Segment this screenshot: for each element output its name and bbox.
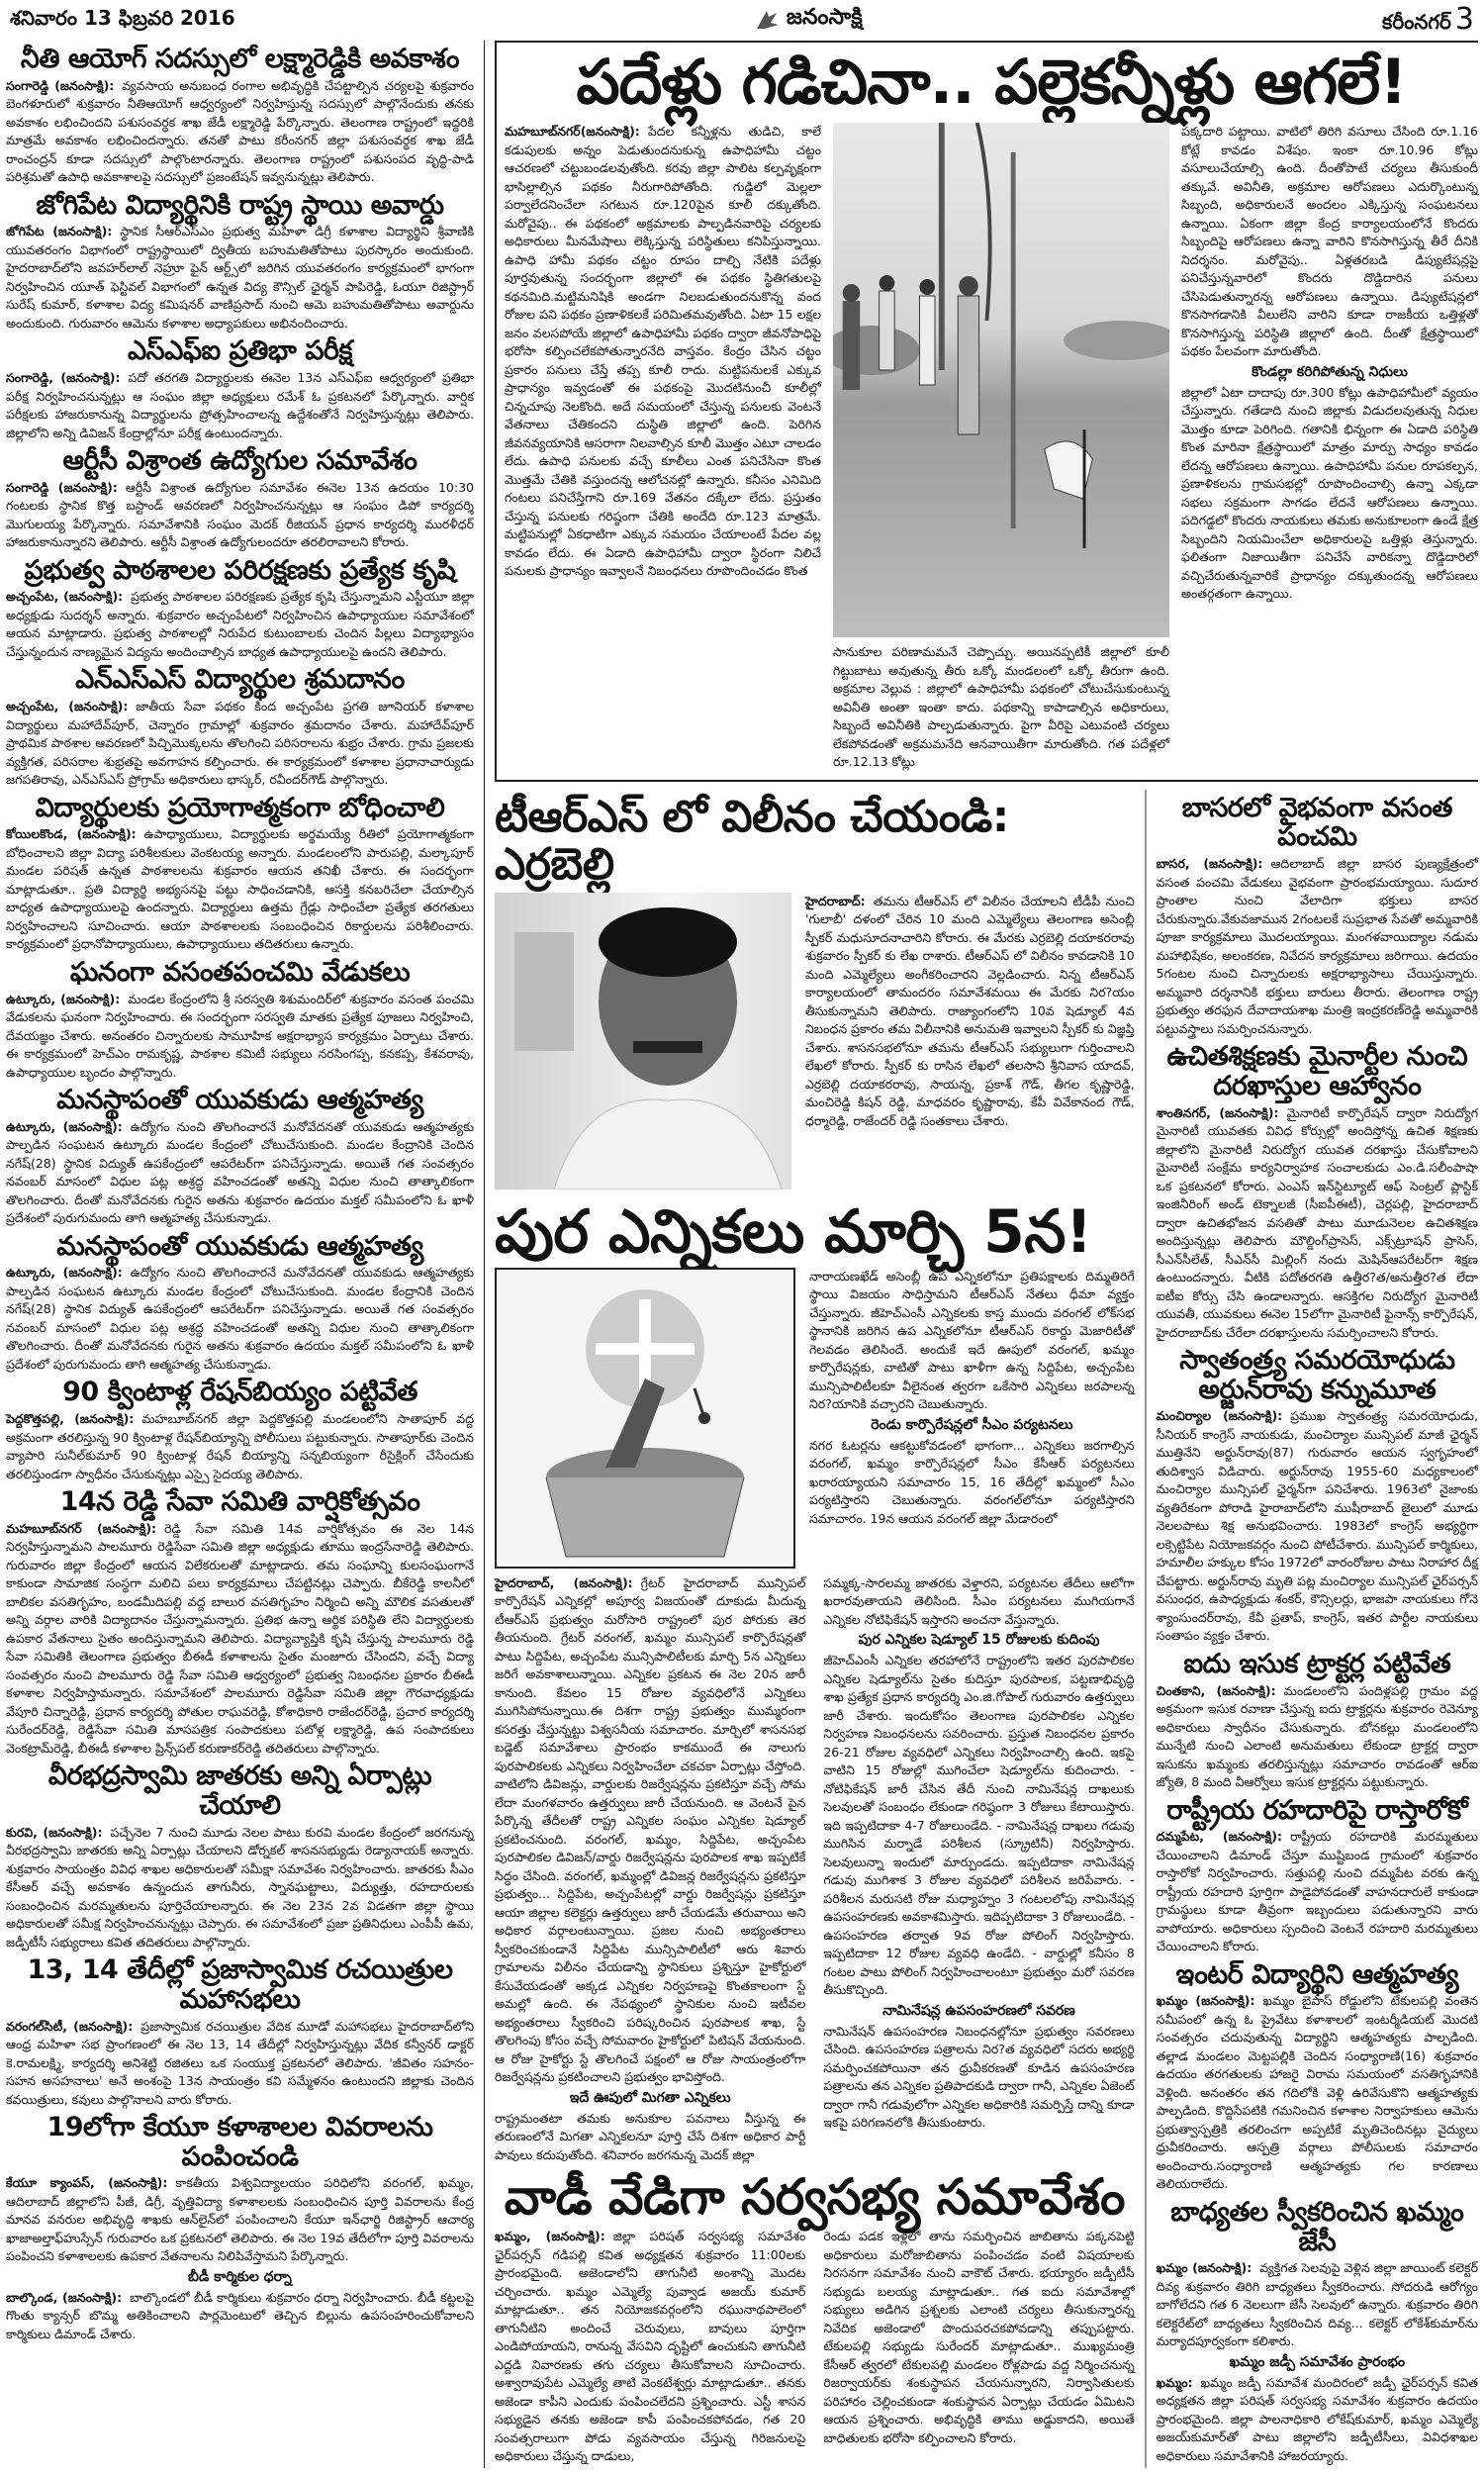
article-headline: ఆర్టీసీ విశ్రాంత ఉద్యోగుల సమావేశం [62, 445, 417, 477]
election-side-text: నారాయణఖేడ్ అసెంబ్లీ ఉప ఎన్నికలోనూ ప్రతిపక్షాలకు దిమ్మతిరిగే స్థాయి విజయం సాధిస్తామని టీఆర్ఎస్ నేతలు ధీమా వ్యక్తం చేస్తున్నారు. జీహెచ్ఎంసీ ఎన్నికలకు కాస్త ముందు వరంగల్ లోక్‌సభ స్థానానికి జరిగిన ఉప ఎన్నికలోనూ టీఆర్ఎస్ రికార్డు మెజారిటీతో గెలవడం తెలిసిందే. అందుకే ఇదే ఊపులో వరంగల్, ఖమ్మం కార్పొరేషన్లకు, వాటితో పాటు ఖాళీగా ఉన్న సిద్దిపేట, అచ్చంపేట మున్సిపాలిటీలకూ వీలైనంత త్వరగా ఒకేసారి ఎన్నికలు జరపాలన్న నిర?యానికి వచ్చారని చెబుతున్నారు. [809, 1268, 1135, 1412]
middle-column [495, 790, 1147, 2468]
dateline: బాసర, (జనంసాక్షి): [1156, 856, 1263, 872]
election-subhead-remaining: ఇదే ఊపులో మిగతా ఎన్నికలు [569, 2089, 731, 2106]
election-subhead-cm-tours: రెండు కార్పొరేషన్లలో సీఎం పర్యటనలు [871, 1416, 1073, 1433]
election-col-b-more2: నామినేషన్ ఉపసంహరణ నిబంధనల్లోనూ ప్రభుత్వం సవరణలు చేసింది. ఉపసంహరణ పత్రాలను నిర?త వ్యవధిలో సదరు అభ్యర్థి సమర్పించకపోయినా తన ధ్రువీకరణతో కూడిన ఉపసంహరణ పత్రాలను తన ఎన్నికల ప్రతిపాదకుడి ద్వారా గానీ, ఎన్నికల ఏజెంట్ ద్వారా గానీ గడువులోగా ఎన్నికల అధికారికి సమర్పిస్తే దాన్ని కూడా ఇకపై పరిగణనలోకి తీసుకుంటారు. [823, 2023, 1135, 2131]
news-article [6, 2269, 474, 2344]
article-body [6, 588, 474, 661]
dateline: చింతకాని, (జనంసాక్షి): [1156, 1682, 1276, 1698]
page-number: 3 [1454, 1, 1474, 37]
dateline: మంచిర్యాల (జనంసాక్షి): [1156, 1408, 1283, 1424]
right-news-column [1147, 790, 1478, 2468]
news-article [6, 1761, 474, 1951]
article-body [6, 991, 474, 1083]
meeting-col-a [495, 2228, 805, 2466]
dateline: సంగారెడ్డి (జనంసాక్షి): [6, 479, 118, 495]
article-body [1157, 1828, 1478, 1956]
main-news-area [485, 41, 1478, 2468]
news-article [6, 1086, 474, 1228]
article-body-text: పదో తరగతి విద్యార్థులకు ఈనెల 13న ఎస్ఎఫ్ఐ ఆధ్వర్యంలో ప్రతిభా పరీక్ష నిర్వహించనున్నట్లు ఆ సంఘం జిల్లా అధ్యక్షులు రమేశ్ ఓ ప్రకటనలో పేర్కొన్నారు. వార్షిక పరీక్షలకు హాజరుకానున్న విద్యార్థులను ప్రోత్సహించాలన్న ఉద్దేశంతోనే నిర్వహిస్తున్నట్లు తెలిపారు. జిల్లాలోని అన్ని డివిజన్ కేంద్రాల్లోనూ పరీక్ష ఉంటుందన్నారు. [6, 370, 475, 440]
news-article [6, 1232, 474, 1375]
article-body-text: వ్యవసాయ అనుబంధ రంగాల అభివృద్ధికి చేపట్టాల్సిన చర్యలపై శుక్రవారం బెంగళూరులో శుక్రవారం నీతిఆయోగ్ ఆధ్వర్యంలో నిర్వహిస్తున్న సదస్సులో పాల్గొనేందుకు తనకు అవకాశం లభించిందని పశుసంవర్ధక శాఖ జేడీ లక్ష్మారెడ్డి పేర్కొన్నారు. తెలంగాణ రాష్ట్రంలో ఇద్దరికి మాత్రమే అవకాశం లభించిందన్నారు. తనతో పాటు కరీంనగర్ జిల్లా పశుసంవర్ధక శాఖ జేడీ రాంచంద్రన్ కూడా సదస్సులో పాల్గొంటారన్నారు. తెలంగాణ రాష్ట్రంలో పశుసంపద వృద్ధి-పాడి పరిశ్రమతో ఉపాధి అవకాశాలపై సదస్సులో ప్రజంటేషన్ ఇవ్వనున్నట్లు తెలిపారు. [6, 77, 474, 185]
article-body-text: మైనారిటీ కార్పొరేషన్ ద్వారా నిరుద్యోగ మైనారిటీ యువతకు వివిధ కోర్సుల్లో అందిస్తోన్న ఉచిత శిక్షణకు జిల్లాలోని మైనారిటీ నిరుద్యోగ యువత దరఖాస్తు చేసుకోవాలని మైనారిటీ సంక్షేమ కార్యనిర్వాహక సంచాలకుడు ఎం.డి.సలీంపాషా ఒక ప్రకటనలో కోరారు. ఎంఎస్ ఇన్‌స్టిట్యూట్ ఆఫ్ సెంట్రల్ ప్లాస్టిక్ ఇంజినీరింగ్ అండ్ టెక్నాలజీ (సీఐపీఈటీ), చెర్లపల్లి, హైదరాబాద్ ద్వారా ఉచితభోజన వసతితో పాటు మూడునెలల ఉచితశిక్షణ అందిస్తున్నట్లు తెలిపారు మౌల్డింగ్‌ప్రాసెస్, ఎక్స్‌ట్రూషన్ ప్రాసెస్, సీఎన్‌సీలేత్, సీఎన్‌సీ మిల్లింగ్ నందు మెషిన్‌ఆపరేటర్‌గా శిక్షణ ఉంటుందన్నారు. వీటికి పదోతరగతి ఉత్తీర?త/అనుత్తీర?త లేదా ఐటీఐ కోర్సు చేసి ఉండాలన్నారు. ఆసక్తిగల నిరుద్యోగ మైనారిటీ యువతీ, యువకులు ఈనెల 15లోగా మైనారిటీ ఫైనాన్స్ కార్పొరేషన్, హైదరాబాద్‌కు చేరేలా దరఖాస్తులను సమర్పించాలని కోరారు. [1156, 1104, 1478, 1340]
lead-body-text: పేదల కన్నీళ్లను తుడిచి, కాలే కడుపులకు అన్నం పెడుతుందనుకున్న ఉపాధిహామీ చట్టం ఆచరణలో చట్టుబండలవుతోంది. కరవు జిల్లా పాలిట కల్పవృక్షంగా భాసిల్లాల్సిన పథకం నీరుగారిపోతోంది. గుడ్డిలో మెల్లలా పర్వాలేదనించేలా సగటున రూ.120పైన కూలీ దక్కుతోంది. మరోవైపు.. ఈ పథకంలో అక్రమాలకు పాల్పడినవారిపై చర్యలకు అధికారులు మీనమేషాలు లెక్కిస్తున్న పరిస్థితులు కనిపిస్తున్నాయి. ఉపాధి హామీ పథకం చట్టం రూపం దాల్చి నేటికి పదేళ్లు పూర్తవుతున్న సందర్భంగా జిల్లాలో ఈ పథకం స్థితిగతులపై కథనమిది.మట్టిమనిషికి అండగా నిలబడుతుందనుకొన్న వంద రోజుల పని పథకం ప్రణాళికలకే పరిమితమవుతోంది. ఏటా 15 లక్షల జనం వలసపోయే జిల్లాలో ఉపాధిహామీ పథకం ద్వారా జీవనోపాధిపై భరోసా కల్పించలేకపోతున్నారనేది వాస్తవం. కేంద్రం చేసిన చట్టం ప్రకారం పనులు చేస్తే తప్ప కూలీ రాదు. మట్టిపనులకే ఎక్కువ ప్రాధాన్యం ఇవ్వడంతో ఈ పథకంపై మొదటినుంచీ కూలీల్లో చిన్నచూపు నెలకొంది. అదే సమయంలో చేస్తున్న పనులకు వెంటనే వేతనాలు చేతికందని దుస్థితి జిల్లాలో ఉంది. పెరిగిన జీవనవ్యయానికి ఆసరాగా నిలవాల్సిన కూలీ మొత్తం ఎటూ చాలడం లేదు. ఉపాధి పనులకు వచ్చే కూలీలు ఎంత పనిచేసినా కొంత మొత్తమే చేతికి వస్తుందన్న ఆలోచనల్లో ఉన్నారు. కనీసం ఎనిమిది గంటలు పనిచేస్తేగాని రూ.169 వేతనం దక్కేలా లేదు. ప్రస్తుతం చేస్తున్న పనులకు గరిష్ఠంగా చేతికి అందేది రూ.123 మాత్రమే. మట్టిపనుల్లో ఏకధాటిగా ఎక్కువ సమయం చేయాలంటే పేదల వల్ల కావడం లేదు. ఈ ఏడాది ఉపాధిహామీ ద్వారా స్థిరంగా నిలిచే పనులకు ప్రాధాన్యం ఇవ్వాలనే నిబంధనలు రూపొందించడం కొంత [505, 124, 821, 579]
dateline: ఉట్కూరు, (జనంసాక్షి): [6, 1265, 123, 1281]
article-headline: 14న రెడ్డి సేవా సమితి వార్షికోత్సవం [59, 1486, 420, 1518]
article-body [6, 479, 474, 552]
election-subhead-schedule: పుర ఎన్నికల షెడ్యూల్ 15 రోజులకు కుదింపు [858, 1632, 1100, 1649]
article-body-text: ఉద్యోగం నుంచి తొలగించారనే మనోవేదనతో యువకుడు ఆత్మహత్యకు పాల్పడిన సంఘటన ఉట్కూరు మండల కేంద్రంలో చోటుచేసుకుంది. మండల కేంద్రానికి చెందిన నగేష్(28) స్థానిక విద్యుత్ ఉపకేంద్రంలో ఆపరేటర్‌గా పనిచేస్తున్నాడు. అయితే గత సంవత్సరం నవంబర్ మాసంలో విధుల పట్ల అశ్రద్ధ వహించడంతో అతన్ని విధుల నుంచి తాత్కాలికంగా తొలగించారు. దీంతో మనోవేదనకు గురైన అతను శుక్రవారం ఉదయం మక్తల్ సమీపంలోని ఓ ఖాళీ ప్రదేశంలో పురుగుమందు తాగి ఆత్మహత్య చేసుకున్నాడు. [6, 1265, 474, 1372]
news-article [1157, 2354, 1478, 2466]
news-article [6, 958, 474, 1082]
news-article [1157, 1796, 1478, 1956]
meeting-col-b: రెండు పడక ఇళ్లలో తాను సమర్పించిన జాబితాను పక్కనపెట్టి అధికారులు మరోజాబితాను పంపించడం వంటి విషయాలకు నిరసనగా సమావేశం నుంచి వాకౌట్ చేశారు. భయ్యారం జడ్పీటీసీ సభ్యుడు బలయ్య మాట్లాడుతూ.. గత ఐదు సమావేశాల్లో సభ్యులు అడిగిన ప్రశ్నలకు ఎలాంటి చర్యలు తీసుకున్నారన్న నివేదిక అజెండాలో పొందుపరచకపోవడాన్ని తప్పుపట్టారు. టేకులపల్లి సభ్యుడు సురేందర్ మాట్లాడుతూ.. ముఖ్యమంత్రి కేసీఆర్ త్వరలో టేకులపల్లి మండలం రోళ్లపాడు వద్ద నిర్మించనున్న రిజర్వాయర్‌కు శంకుస్థాపన చేయనున్నారని, నిర్వాసితులకు పరిహారం చెల్లించకుండా శంకుస్థాపన ఏర్పాట్లు చేయడం ఏమిటని ఆయన ప్రశ్నించారు. అభివృద్ధికి తాము అడ్డుకాదని, అయితే బాధితులకు భరోసా కల్పించాలని కోరారు. [823, 2229, 1135, 2445]
trs-headline: టీఆర్ఎస్ లో విలీనం చేయండి: ఎర్రబెల్లి [495, 791, 1009, 891]
news-article [6, 556, 474, 662]
election-col-a-text: గ్రేటర్ హైదరాబాద్ మున్సిపల్ కార్పొరేషన్ ఎన్నికల్లో అపూర్వ విజయంతో దూకుడు మీదున్న టీఆర్ఎస్ ప్రభుత్వం మరోసారి రాష్ట్రంలో పుర పోరుకు తెర తీయనుంది. గ్రేటర్ వరంగల్, ఖమ్మం మున్సిపల్ కార్పొరేషన్లతో పాటు సిద్దిపేట, అచ్చంపేట మున్సిపాలిటీలకు మార్చి 5న ఎన్నికలు జరిగే అవకాశాలున్నాయి. ఎన్నికల ప్రకటన ఈ నెల 20న జారీ కానుంది. కేవలం 15 రోజుల వ్యవధిలోనే ఎన్నికలు ముగిసిపోనున్నాయి.ఈ దిశగా రాష్ట్ర ప్రభుత్వం ముమ్మరంగా కసరత్తు చేస్తున్నట్టు విశ్వసనీయ సమాచారం. మార్చిలో శాసనసభ బడ్జెట్ సమావేశాలు ప్రారంభం కాకముందే ఈ నాలుగు పురపాలికలకు ఎన్నికలు నిర్వహించేలా చకచకా ఏర్పాట్లు చేస్తోంది. వాటిలోని డివిజన్లు, వార్డులకు రిజర్వేషన్లను ప్రకటిస్తూ వచ్చే సోమ లేదా మంగళవారం ఉత్తర్వులు జారీ చేయనుంది. ఆ వెంటనే పైన పేర్కొన్న తేదీలతో రాష్ట్ర ఎన్నికల సంఘం ఎన్నికల షెడ్యూల్ ప్రకటించనుంది. వరంగల్, ఖమ్మం, సిద్దిపేట, అచ్చంపేట పురపాలికల డివిజన్/వార్డు రిజర్వేషన్లను పురపాలక శాఖ ఇప్పటికే సిద్ధం చేసింది. వరంగల్, ఖమ్మంల్లో డివిజన్ల రిజర్వేషన్లను ప్రకటిస్తూ ప్రభుత్వం... సిద్దిపేట, అచ్చంపేటల్లో వార్డు రిజర్వేషన్లు ప్రకటిస్తూ ఆయా జిల్లాల కలెక్టర్లు ఉత్తర్వులు జారీ చేయడమే తరువాయి అని అధికార వర్గాలంటున్నాయి. ప్రజల నుంచి అభ్యంతరాలు స్వీకరించకుండానే సిద్దిపేట మున్సిపాలిటీలో ఆరు శివారు గ్రామాలను విలీనం చేయడాన్ని స్థానికులు ప్రశ్నిస్తూ హైకోర్టులో కేసువేయడంతో అక్కడ ఎన్నికల నిర్వహణపై కొంతకాలంగా స్టే అమల్లో ఉంది. ఈ నేపథ్యంలో స్థానికుల నుంచి ఇటీవల అభ్యంతరాలు స్వీకరించి పరిష్కరించిన పురపాలక శాఖ, స్టే తొలగింపు కోసం వచ్చే సోమవారం హైకోర్టులో పిటిషన్ వేయనుంది. ఆ రోజు హైకోర్టు స్టే తొలగించే పక్షంలో ఆ రోజు సాయంత్రంలోగా రిజర్వేషన్లను ప్రకటించాలని ప్రభుత్వం భావిస్తోంది. [495, 1574, 806, 2085]
news-article [6, 665, 474, 789]
article-headline: ఐదు ఇసుక ట్రాక్టర్ల పట్టివేత [1183, 1648, 1451, 1679]
article-headline: 90 క్వింటాళ్ల రేషన్‌బియ్యం పట్టివేత [62, 1377, 417, 1408]
news-article [1157, 1960, 1478, 2194]
municipal-election-story [495, 1196, 1135, 2167]
article-headline: ఇంటర్ విద్యార్థిని ఆత్మహత్య [1175, 1958, 1459, 1990]
article-body [6, 1118, 474, 1228]
trs-body-text: తమను టీఆర్ఎస్ లో విలీనం చేయాలని టీడీపీ నుంచి 'గులాబీ' దళంలో చేరిన 10 మంది ఎమ్మెల్యేలు తెలంగాణ అసెంబ్లీ స్పీకర్ మధుసూదనాచారిని కోరారు. ఈ మేరకు ఎర్రబెల్లి దయాకరరావు శుక్రవారం స్పీకర్ కు లేఖ రాశారు. టీఆర్ఎస్ లో విలీనం కావడానికి 10 మంది ఎమ్మెల్యేలు అంగీకరించారని వెల్లడించారు. నిన్న టీఆర్ఎస్ కార్యాలయంలో తామందరం సమావేశమయి ఈ మేరకు నిర?యం తీసుకున్నామని తెలిపారు. రాజ్యాంగంలోని 10వ షెడ్యూల్ 4వ నిబంధన ప్రకారం తమ విలీనానికి అనుమతి ఇవ్వాలని స్పీకర్ కు విజ్ఞప్తి చేశారు. శాసనసభలోనూ తమను టీఆర్ఎస్ సభ్యులుగా గుర్తించాలని లేఖలో కోరారు. స్పీకర్ కు రాసిన లేఖలో తలసాని శ్రీనివాస యాదవ్, ఎర్రబెల్లి దయాకరరావు, సాయన్న, ప్రకాశ్ గౌడ్, తీగల కృష్ణారెడ్డి, మంచిరెడ్డి కిషన్ రెడ్డి, మాధవరం కృష్ణారావు, కేపీ వివేకానంద గౌడ్, ధర్మారెడ్డి, రాజేందర్ రెడ్డి సంతకాలు చేశారు. [805, 893, 1135, 1128]
article-body-text: ప్రజాస్వామిక రచయిత్రుల వేదిక మూడో మహాసభలు హైదరాబాద్‌లోని ఆంధ్ర మహిళా సభ ప్రాంగణంలో ఈ నెల 13, 14 తేదీల్లో నిర్వహిస్తున్నట్లు వేదిక కన్వీనర్ డాక్టర్ కె.రామలక్ష్మి, కార్యదర్శి అనిశెట్టి రజితలు ఒక సంయుక్త ప్రకటనలో తెలిపారు. 'జీవితం సహనం-సహన అసహనాలు' అనే అంశంపై 13న సాయంత్రం కవి సమ్మేళనం ఉంటుందని జిల్లాకు చెందిన కవయిత్రులు, కవులు పాల్గొనాలని వారు కోరారు. [6, 2018, 474, 2107]
article-body-text: బాల్కొండలో బీడీ కార్మికులు శుక్రవారం ధర్నా నిర్వహించారు. బీడీ కట్టలపై గొంతు క్యాన్సర్ బొమ్మ అతికించాలని పార్లమెంటులో తెచ్చిన బిల్లును ఉపసంహరించుకోవాలని కార్మికులు డిమాండ్ చేశారు. [6, 2289, 474, 2341]
article-body [6, 2174, 474, 2266]
article-body-text: ఉద్యోగం నుంచి తొలగించారనే మనోవేదనతో యువకుడు ఆత్మహత్యకు పాల్పడిన సంఘటన ఉట్కూరు మండల కేంద్రంలో చోటుచేసుకుంది. మండల కేంద్రానికి చెందిన నగేష్(28) స్థానిక విద్యుత్ ఉపకేంద్రంలో ఆపరేటర్‌గా పనిచేస్తున్నాడు. అయితే గత సంవత్సరం నవంబర్ మాసంలో విధుల పట్ల అశ్రద్ధ వహించడంతో అతన్ని విధుల నుంచి తాత్కాలికంగా తొలగించారు. దీంతో మనోవేదనకు గురైన అతను శుక్రవారం ఉదయం మక్తల్ సమీపంలోని ఓ ఖాళీ ప్రదేశంలో పురుగుమందు తాగి ఆత్మహత్య చేసుకున్నాడు. [6, 1118, 474, 1226]
article-body-text: ఉపాధ్యాయులు, విద్యార్థులకు అర్థమయ్యే రీతిలో ప్రయోగాత్మకంగా బోధించాలని జిల్లా విద్యా పరిశీలకులు వెంకటయ్య అన్నారు. మండలంలోని పారుపల్లి, మల్కాపూర్ మండల పరిషత్ ఉన్నత పాఠశాలలను శుక్రవారం ఆయన తనిఖీ చేశారు. ఈ సందర్భంగా మాట్లాడుతూ.. ప్రతి విద్యార్థి అభ్యసనపై పట్టు సాధించడానికి, ఆసక్తి కనబరిచేలా చేయాల్సిన బాధ్యత ఉపాధ్యాయులపై ఉందన్నారు. విద్యార్థులు ఉత్తమ గ్రేడ్లు సాధించేలా ప్రత్యేక తరగతులు నిర్వహించాలని సూచించారు. ఆయా పాఠశాలలకు సంబంధించిన రికార్డులను పరిశీలించారు. కార్యక్రమంలో ప్రధానోపాధ్యాయులు, ఉపాధ్యాయులు తదితరులు ఉన్నారు. [6, 826, 474, 952]
news-article [6, 2113, 474, 2266]
left-news-column [6, 41, 485, 2468]
article-body-text: కాకతీయ విశ్వవిద్యాలయం పరిధిలోని వరంగల్, ఖమ్మం, ఆదిలాబాద్ జిల్లాలోని పీజీ, డిగ్రీ, వృత్తివిద్యా కళాశాలలకు సంబంధించిన పూర్తి వివరాలను కేంద్ర మానవ వనరుల అభివృద్ధి శాఖకు ఆన్‌లైన్‌లో పంపించాలని కేయూ ఇన్‌ఛార్జి రిజిస్ట్రార్ ఆచార్య ఖాజాఅల్తాఫ్‌హుస్సేన్ గురువారం ఒక ప్రకటనలో తెలిపారు. ఈ నెల 19వ తేదీలోగా పూర్తి వివరాలను పంపించని కళాశాలలకు ఉపకార వేతనాలను నిలిపివేస్తామని పేర్కొన్నారు. [6, 2175, 474, 2264]
dateline: కేయూ క్యాంపస్, (జనంసాక్షి): [6, 2175, 168, 2191]
lead-photo-workers [833, 123, 1169, 637]
dateline: దమ్మపేట, (జనంసాక్షి): [1156, 1829, 1282, 1845]
article-body [1157, 2374, 1478, 2466]
news-article [1157, 2198, 1478, 2351]
article-headline: మనస్థాపంతో యువకుడు ఆత్మహత్య [56, 1230, 423, 1262]
article-body-text: ఖమ్మం బైపాస్ రోడ్డులోని టేకులపల్లి వంతెన సమీపంలో ఉన్న ఓ ప్రైవేటు కళాశాలలో ఇంటర్మీడియట్ మొదటి సంవత్సరం చదువుతున్న విద్యార్థిని ఆత్మహత్యకు పాల్పడింది. తల్లాడ మండలం మెట్టపల్లికి చెందిన సంధ్యారాణి(16) శుక్రవారం ఉదయం తరగతులకు హాజరై విరామ సమయంలో వసతిగృహానికి వెళ్లింది. అనంతరం తన గదిలోకి వెళ్లి ఉరివేసుకొని ఆత్మహత్యకు పాల్పడింది. కొద్దిసేపటికి గమనించిన కళాశాల నిర్వాహకులు ఆమెను ప్రభుత్వాస్పత్రికి తరలించగా అప్పటికే మృతిచెందినట్లు వైద్యులు ధ్రువీకరించారు. ఆస్పత్రి వర్గాలు పోలీసులకు సమాచారం అందించారు.సంధ్యారాణి ఆత్మహత్యకు గల కారణాలు తెలియరాలేదు. [1156, 1993, 1478, 2192]
article-body [6, 2289, 474, 2344]
ballot-drum-illustration [497, 1270, 793, 1567]
article-body [6, 1410, 474, 1483]
page-label [1382, 2, 1474, 39]
dateline: మహబూబ్‌నగర్ (జనంసాక్షి): [6, 1520, 157, 1536]
article-subhead: ఖమ్మం జడ్పీ సమావేశం ప్రారంభం [1229, 2353, 1406, 2370]
lead-subhead: కొండల్లా కరిగిపోతున్న నిధులు [1252, 363, 1408, 380]
dateline: సంగారెడ్డి (జనంసాక్షి): [6, 77, 115, 93]
article-headline: వీరభద్రస్వామి జాతరకు అన్ని ఏర్పాట్లు చేయాలి [47, 1760, 432, 1821]
meeting-col-a-text: జిల్లా పరిషత్ సర్వసభ్య సమావేశం ఛైర్‌పర్సన్ గడిపల్లి కవిత అధ్యక్షతన శుక్రవారం 11:00లకు ప్రారంభమైంది. అజెండాలోని తాగునీటి అంశాన్ని మొదట చర్చించారు. ఖమ్మం ఎమ్మెల్యే పువ్వాడ అజయ్ కుమార్ మాట్లాడుతూ.. తన నియోజకవర్గంలోని రఘునాథపాలెంలో తాగునీటిని అందించే చెరువులు, బావులు పూర్తిగా ఎండిపోయాయని, రానున్న వేసవిని దృష్టిలో ఉంచుకుని తాగునీటి ఎద్దడి నివారణకు తగు చర్యలు తీసుకోవాలని సూచించారు. అశ్వారావుపేట ఎమ్మెల్యే తాటి వెంకటేశ్వర్లు మాట్లాడుతూ.. తనకు అజెండా కాపీని ఎందుకు పంపించలేదని ప్రశ్నించారు. ఎస్టీ శాసన సభ్యుడైన తనకు అజెండా కాపీ పంపించకపోవడం, గత 20 సంవత్సరాలుగా పోడు వ్యవసాయం చేస్తున్న గిరిజనులపై అధికారులు చేస్తున్న దాడులు, [495, 2229, 806, 2464]
news-article [6, 446, 474, 552]
dateline: పెద్దకొత్తపల్లి, (జనంసాక్షి): [6, 1411, 135, 1427]
article-body-text: ప్రభుత్వ పాఠశాలల పరిరక్షణకు ప్రత్యేక కృషి చేస్తున్నామని ఎస్టీయూ జిల్లా అధ్యక్షుడు సుదర్శన్ అన్నారు. శుక్రవారం అచ్చంపేటలో నిర్వహించిన ఉపాధ్యాయుల సమావేశంలో ఆయన మాట్లాడారు. ప్రభుత్వ పాఠశాలల్లో నిరుపేద కుటుంబాలకు చెందిన పిల్లలు విద్యాభ్యాసం చేస్తున్నందున నాణ్యమైన విద్యను అందించాల్సిన బాధ్యత ఉపాధ్యాయులపై ఉందని తెలిపారు. [6, 589, 474, 659]
news-article [6, 794, 474, 954]
dateline: హైదరాబాద్: [805, 893, 866, 908]
article-headline: 13, 14 తేదీల్లో ప్రజాస్వామిక రచయిత్రుల మహాసభలు [27, 1954, 453, 2015]
news-article [6, 191, 474, 333]
article-headline: విద్యార్థులకు ప్రయోగాత్మకంగా బోధించాలి [35, 792, 445, 823]
article-body-text: రాష్ట్రీయ రహదారికి మరమ్మతులు చేయించాలని డిమాండ్ చేస్తూ ముష్టిబండ గ్రామంలో శుక్రవారం రాస్తారోకో నిర్వహించారు. సత్తుపల్లి నుంచి దమ్మపేట వరకు ఉన్న రాష్ట్రీయ రహదారి పూర్తిగా పాడైపోవడంతో వాహనదారులే కాకుండా గ్రామస్థులు కూడా తీవ్రంగా ఇబ్బందులు పడుతున్నారని వారు వాపోయారు. అధికారులు స్పందించి వెంటనే రహదారి మరమ్మతులు చేయించాలని కోరారు. [1156, 1829, 1478, 1954]
portrait-illustration [495, 893, 791, 1189]
article-body [6, 77, 474, 187]
general-body-meeting-story [495, 2170, 1135, 2468]
article-body [6, 825, 474, 954]
article-headline: ఉచితశిక్షణకు మైనార్టీల నుంచి దరఖాస్తుల ఆహ్వానం [1166, 1041, 1468, 1101]
dateline: ఖమ్మం, (జనంసాక్షి): [495, 2229, 605, 2244]
dateline: ఖమ్మం (జనంసాక్షి): [1156, 1993, 1255, 2009]
news-article [6, 45, 474, 187]
dateline: హైదరాబాద్, (జనంసాక్షి): [495, 1574, 633, 1590]
dateline: వరంగల్‌సిటీ, (జనంసాక్షి): [6, 2018, 134, 2034]
lead-body-col1 [505, 123, 821, 772]
dateline: బాల్కొండ, (జనంసాక్షి): [6, 2289, 123, 2305]
dateline: కోయిలకొండ, (జనంసాక్షి): [6, 826, 137, 842]
article-headline: రాష్ట్రీయ రహదారిపై రాస్తారోకో [1166, 1794, 1468, 1826]
article-body [1157, 2259, 1478, 2351]
election-headline: పుర ఎన్నికలు మార్చి 5న! [495, 1196, 1092, 1267]
article-headline: ఎన్ఎస్ఎస్ విద్యార్థుల శ్రమదానం [75, 664, 405, 696]
article-body-text: మహబూబ్‌నగర్ జిల్లా పెద్దకొత్తపల్లి మండలంలోని సాతాపూర్ వద్ద అక్రమంగా తరలిస్తున్న 90 క్వింటాళ్ల రేషన్‌బియ్యాన్ని పోలీసులు పట్టుకున్నారు. సాతాపూర్‌కు చెందిన వ్యాపారి సునీల్‌కుమార్ 90 క్వింటాళ్ల రేషన్ బియ్యాన్ని సన్నబియ్యంగా రీసైక్లింగ్ చేసేందుకు తరలిస్తుండగా స్వాధీనం చేసుకున్నట్లు ఎస్సై సైదయ్య తెలిపారు. [6, 1411, 474, 1481]
article-headline: నీతి ఆయోగ్ సదస్సులో లక్ష్మారెడ్డికి అవకాశం [20, 44, 460, 74]
dateline: జోగిపేట (జనంసాక్షి): [6, 224, 113, 239]
article-subhead: బీడీ కార్మికుల ధర్నా [188, 2268, 292, 2285]
news-article [6, 336, 474, 442]
lead-body-col2: సానుకూల పరిణామమనే చెప్పొచ్చు. అయినప్పటికీ జిల్లాలో కూలీ గిట్టుబాటు అవుతున్న తీరు ఒక్కో మండలంలో ఒక్కో తీరుగా ఉంది. అక్రమాల వెల్లువ : జిల్లాలో ఉపాధిహామీ పథకంలో చోటుచేసుకుంటున్న అవినీతి అంతా ఇంతా కాదు. పథకాన్ని కాపాడాల్సిన అధికారులు, సిబ్బందే అవినీతికి పాల్పడుతున్నారు. పైగా వీరిపై ఎటువంటి చర్యలు లేకపోవడంతో అక్రమమనేది ఆనవాయితీగా మారుతోంది. గత పదేళ్లలో రూ.12.13 కోట్లు [833, 644, 1169, 770]
article-body-text: ఆదిలాబాద్ జిల్లా బాసర పుణ్యక్షేత్రంలో వసంత పంచమి వేడుకలు వైభవంగా ప్రారంభమయ్యాయి. సుదూర ప్రాంతాల నుంచి వేలాదిగా భక్తులు బాసర చేరుకున్నారు.వేకువజామున 2గంటలకే సుప్రభాత సేవతో అమ్మవారికి పూజా కార్యక్రమాలు మొదలయ్యాయి. మంగళవాయిద్యాల నడుమ మహాభిషేకం, అలంకరణ, నివేదన కార్యక్రమాలు జరిగాయి. ఉదయం 5గంటల నుంచి చిన్నారులకు అక్షరాభ్యాసాలు చేయిస్తున్నారు. అమ్మవారి దర్శనానికి భక్తులు బారులు తీరారు. తెలంగాణ రాష్ట్ర ప్రభుత్వం తరఫున దేవాదాయశాఖ మంత్రి ఇంద్రకరణ్‌రెడ్డి అమ్మవారికి పట్టువస్త్రాలు సమర్పించనున్నారు. [1156, 856, 1478, 1036]
article-body [6, 223, 474, 333]
election-subhead-withdrawal: నామినేషన్ల ఉపసంహరణలో సవరణ [882, 2002, 1075, 2019]
trs-body [805, 893, 1135, 1188]
article-body-text: జాతీయ సేవా పథకం కింద అచ్చంపేట ప్రగతి జూనియర్ కళాశాల విద్యార్థులు మహాదేవ్‌పూర్, చెన్నారం గ్రామాల్లో శుక్రవారం శ్రమదానం చేశారు. మహాదేవ్‌పూర్ ప్రాథమిక పాఠశాల ఆవరణలో పిచ్చిమొక్కలను తొలగించి పరిసరాలను శుభ్రం చేశారు. గ్రామ ప్రజలకు వ్యక్తిగత, పరిసరాల శుభ్రతపై అవగాహన కల్పించారు. ఈ కార్యక్రమంలో కళాశాల ప్రధానాచార్యుడు జగపతిరావు, ఎన్ఎస్ఎస్ ప్రోగ్రామ్ అధికారులు భాస్కర్, రవీందర్‌గౌడ్ పాల్గొన్నారు. [6, 699, 474, 788]
article-body [1157, 1104, 1478, 1343]
errabelli-portrait-photo [495, 893, 791, 1189]
election-col-a [495, 1574, 805, 2087]
article-body-text: వ్యక్తిగత సెలవుపై వెళ్లిన జిల్లా జాయింట్ కలెక్టర్ దివ్య శుక్రవారం తిరిగి బాధ్యతలు స్వీకరించారు. సోదరుడి ఆరోగ్యం బాగోలేదని గత 6 నెలలుగా జేసీ సెలవులో ఉన్నారు. శుక్రవారం తిరిగి కలెక్టరేట్‌లో బాధ్యతలు స్వీకరించిన దివ్య... కలెక్టర్ లోకేశ్‌కుమార్‌ను మర్యాదపూర్వకంగా కలిశారు. [1156, 2260, 1478, 2349]
election-col-b: సమ్మక్క-సారలమ్మ జాతరకు వెళ్తారని, పర్యటనల తేదీలు ఆలోగా ఖరారవుతాయని తెలిసింది. సీఎం పర్యటనలు ముగియగానే ఎన్నికల నోటిఫికేషన్ ఇస్తారని అంచనా వేస్తున్నారు. [823, 1574, 1135, 1627]
logo-text: జనంసాక్షి [786, 5, 863, 30]
news-article [1157, 794, 1478, 1038]
lead-body-col3-more: జిల్లాలో ఏటా దాదాపు రూ.300 కోట్లు ఉపాధిహామీలో వ్యయం చేస్తున్నారు. గతేడాది నుంచి జిల్లాకు విడుదలవుతున్న నిధుల మొత్తం కూడా పెరిగింది. గతానికి భిన్నంగా ఈ ఏడాది పరిస్థితి కొంత మారినా క్షేత్రస్థాయిలో మాత్రం మార్పు సాధ్యం కావడం లేదన్న ఆరోపణలు ఉన్నాయి. ఉపాధిహామీ పనుల రూపకల్పన, ప్రణాళికలను గ్రామసభల్లో రూపొందించాల్సి ఉన్నా ఎక్కడా సభలు సక్రమంగా సాగడం లేదనే ఆరోపణలు ఉన్నాయి. పదిగడ్డలో కొందరు నాయకులు తమకు అనుకూలంగా ఉండే క్షేత్ర సిబ్బందిని నియమించేలా అధికారులపై ఒత్తిళ్లు తెస్తున్నారు. ఫలితంగా నిజాయితీగా పనిచేసే వారికన్నా దొడ్డిదారిలో వచ్చిచేరుతున్నవారికే ప్రాధాన్యం దక్కుతుందన్న ఆరోపణలు అంతర్గతంగా ఉన్నాయి. [1181, 384, 1478, 602]
issue-date: శనివారం 13 ఫిబ్రవరి 2016 [10, 5, 235, 30]
edition-name: కరీంనగర్ [1381, 9, 1451, 34]
article-body [1157, 855, 1478, 1038]
article-body [6, 369, 474, 442]
article-headline: ఎస్ఎఫ్ఐ ప్రతిభా పరీక్ష [127, 335, 353, 367]
dateline: సంగారెడ్డి, (జనంసాక్షి): [6, 370, 121, 386]
dateline: అచ్చంపేట, (జనంసాక్షి): [6, 699, 129, 714]
election-symbol-image [495, 1268, 795, 1569]
article-body-text: పచ్చేనెల 7 నుంచి మూడు నెలల పాటు కురవి మండల కేంద్రంలో జరగనున్న వీరభద్రస్వామి జాతరకు అన్ని ఏర్పాట్లు చేయాలని డోర్నకల్ శాసనసభ్యుడు రెడ్యానాయక్ అన్నారు. శుక్రవారం సాయంత్రం వివిధ శాఖల అధికారులతో సమీక్షా సమావేశం నిర్వహించారు. జాతరకు సీఎం కేసీఆర్ వచ్చే అవకాశం ఉన్నందున తాగునీరు, స్నానఘట్టాలు, విద్యుత్తు, రహదారులకు సంబంధించిన మరమ్మతులను పూర్తిచేయాలన్నారు. ఈ నెల 23న 2వ విడతగా జిల్లా స్థాయి అధికారులతో సమీక్ష నిర్వహించనున్నట్లు చెప్పారు. ఈ సమావేశంలో ప్రజా ప్రతినిధులు ఎంపీపీ ఉమ, జడ్పీటీసీ సభ్యురాలు కవిత తదితరులు పాల్గొన్నారు. [6, 1824, 474, 1950]
article-headline: 19లోగా కేయూ కళాశాలల వివరాలను పంపించండి [46, 2112, 433, 2172]
article-body-text: ఖమ్మం జడ్పీ సమావేశ మందిరంలో జడ్పీ ఛైర్‌పర్సన్ కవిత అధ్యక్షతన జిల్లా పరిషత్ సర్వసభ్య సమావేశం శుక్రవారం ఉదయం ప్రారంభమైంది. జిల్లా పాలనాధికారి లోకేష్‌కుమార్, ఖమ్మం ఎమ్మెల్యే అజయ్‌కుమార్‌తో పాటు జిల్లాలోని జడ్పీటీసీలు, వివిధశాఖల అధికారులు సమావేశానికి హాజరయ్యారు. [1156, 2374, 1478, 2463]
news-article [6, 1487, 474, 1758]
dateline: మహబూబ్‌నగర్(జనంసాక్షి): [505, 124, 640, 140]
article-body [6, 1824, 474, 1952]
article-body [1157, 1682, 1478, 1792]
article-headline: స్వాతంత్ర్య సమరయోధుడు అర్జున్‌రావు కన్నుమూత [1179, 1345, 1455, 1405]
dateline: ఉట్కూరు, (జనంసాక్షి): [6, 1118, 123, 1134]
lead-body-col3: పక్కదారి పట్టాయి. వాటిలో తిరిగి వసూలు చేసింది రూ.1.16 కోట్లే కావడం విశేషం. ఇంకా రూ.10.96 కోట్లు వసూలుచేయాల్సి ఉంది. దీంతోపాటే చర్యలు తీసుకుందీ తక్కువే. అవినీతి, అక్రమాల ఆరోపణలు ఎదుర్కొంటున్న సిబ్బంది, అధికారులనే అందలం ఎక్కిస్తున్న సంఘటనలు ఉన్నాయి. ఏకంగా జిల్లా కేంద్ర కార్యాలయంలోనే కొందరు సిబ్బందిపై ఆరోపణలు ఉన్నా వారిని కొనసాగిస్తున్న తీరే దీనికి నిదర్శనం. మరోవైపు.. ఏళ్లతరబడి డిప్యుటేషన్లపై పనిచేస్తున్నవారిలో కొందరు దొడ్డిదారిన పనులు చేసిపెడుతున్నారన్న ఆరోపణలు ఉన్నాయి. డిప్యుటేషన్లలో కొనసాగడానికి వీలులేని వారిని కూడా రాజకీయ ఒత్తిళ్లతో కొనసాగిస్తున్న పరిస్థితి జిల్లాలో ఉంది. దీంతో క్షేత్రస్థాయిలో పథకం పేలవంగా మారుతోంది. [1181, 124, 1478, 359]
election-col-a-more: రాష్ట్రమంతటా తమకు అనుకూల పవనాలు వీస్తున్న ఈ తరుణంలోనే మిగతా ఎన్నికలనూ పూర్తి చేసే దిశగా అధికార పార్టీ పావులు కదుపుతోంది. శనివారం జరగనున్న మెదక్ జిల్లా [495, 2110, 806, 2162]
article-headline: మనస్థాపంతో యువకుడు ఆత్మహత్య [56, 1085, 423, 1115]
news-article [6, 1955, 474, 2109]
news-article [1157, 1042, 1478, 1342]
article-headline: ప్రభుత్వ పాఠశాలల పరిరక్షణకు ప్రత్యేక కృషి [24, 554, 456, 586]
news-article [6, 1378, 474, 1483]
news-article [1157, 1650, 1478, 1792]
dateline: ఉట్కూరు, (జనంసాక్షి): [6, 991, 121, 1006]
newspaper-logo [755, 5, 863, 35]
article-body [6, 1520, 474, 1759]
article-body-text: స్థానిక సీఆర్ఎస్ఎం ప్రభుత్వ మహిళా డిగ్రీ కళాశాల విద్యార్థిని శ్రీవాణికి యువతరంగం విభాగంలో రాష్ట్రస్థాయిలో ద్వితీయ బహుమతితోపాటు పురస్కారం అందుకుంది. హైదరాబాద్‌లోని జవహర్‌లాల్ నెహ్రూ ఫైన్ ఆర్ట్స్‌లో జరిగిన యువతరంగం కార్యక్రమంలో భాగంగా నిర్వహించిన యూత్ ఫెస్టివల్ విభాగంలో ఉన్నత విద్య కౌన్సిల్ ఛైర్మన్ పాపిరెడ్డి, ఓయూ రిజిస్ట్రార్ సురేష్ కుమార్, కళాశాల విద్య కమిషనర్ వాణిప్రసాద్ నుంచి ఆమె బహుమతితోపాటు అవార్డును అందుకుంది. గురువారం ఆమెను కళాశాల అధ్యాపకులు అభినందించారు. [6, 224, 474, 331]
dateline: ఖమ్మం: [1156, 2374, 1193, 2390]
article-body [6, 698, 474, 790]
dateline: అచ్చంపేట, (జనంసాక్షి): [6, 589, 124, 605]
article-headline: జోగిపేట విద్యార్థినికి రాష్ట్ర స్థాయి అవార్డు [36, 189, 444, 221]
article-body-text: మండలంలోని పందిళ్లపల్లి గ్రామం వద్ద అక్రమంగా ఇసుక రవాణా చేస్తున్న ఐదు ట్రాక్టర్లను శుక్రవారం రెవెన్యూ అధికారులు స్వాధీనం చేసుకున్నారు. బోనకల్లు మండలంలోని మున్నేటి నుంచి ఎలాంటి అనుమతులు లేకుండా ట్రాక్టర్ల ద్వారా ఇసుకను ఖమ్మంకు తరలిస్తున్నట్లు సమాచారం రావడంతో ఆర్ఐ జ్యోతి, 8 మంది వీఆర్వోలు ఇసుక ట్రాక్టర్లను పట్టుకున్నారు. [1156, 1682, 1478, 1790]
trs-merger-story [495, 791, 1135, 1189]
article-headline: ఘనంగా వసంతపంచమి వేడుకలు [69, 956, 411, 988]
article-body [6, 2018, 474, 2110]
lead-headline: పదేళ్లు గడిచినా.. పల్లెకన్నీళ్లు ఆగలే! [576, 46, 1407, 118]
lead-story [495, 41, 1478, 782]
election-col-b-more: జీహెచ్ఎంసీ ఎన్నికల తరహాలోనే రాష్ట్రంలోని ఇతర పురపాలికల ఎన్నికల షెడ్యూల్‌ను సైతం కుదిస్తూ పురపాలక, పట్టణాభివృద్ధి శాఖ ప్రత్యేక ప్రధాన కార్యదర్శి ఎం.జి.గోపాల్ గురువారం ఉత్తర్వులు జారీ చేశారు. ఇందుకోసం తెలంగాణ పురపాలికల ఎన్నికల నిర్వహణ నిబంధనలను సవరించారు. ప్రస్తుత నిబంధనల ప్రకారం 26-21 రోజుల వ్యవధిలో ఎన్నికలు నిర్వహించాల్సి ఉంది. ఇకపై వాటిని 15 రోజుల్లో ముగించేలా షెడ్యూల్‌ను కుదించారు. - నోటిఫికేషన్ జారీ చేసిన తేదీ నుంచి నామినేషన్ల దాఖలుకు సెలవులతో సంబంధం లేకుండా గరిష్ఠంగా 3 రోజులు కేటాయిస్తారు. ఇది ఇప్పటిదాకా 4-7 రోజులుండేది. - నామినేషన్ల దాఖలు గడువు ముగిసిన మర్నాడే పరిశీలన (స్క్రూటినీ) నిర్వహిస్తారు. సెలవులున్నా ఇందులో మార్పుండదు. ఇప్పటిదాకా నామినేషన్ల గడువు ముగిశాక 3 రోజుల వ్యవధిలో పరిశీలన జరిపేవారు. - పరిశీలన మరుసటి రోజు మధ్యాహ్నం 3 గంటలలోపు నామినేషన్ల ఉపసంహరణకు అవకాశమిస్తారు. ఇదిప్పటిదాకా 3 రోజులుండేది. - ఉపసంహరణ తర్వాత 9వ రోజు పోలింగ్ నిర్వహిస్తారు. ఇప్పటిదాకా 12 రోజుల వ్యవధి ఉండేది. - వార్డుల్లో కనీసం 8 గంటల పాటు పోలింగ్ నిర్వహించాలంటూ ప్రభుత్వం మరో సవరణ తీసుకొచ్చింది. [823, 1653, 1135, 1998]
article-body [1157, 1407, 1478, 1646]
meeting-headline: వాడీ వేడిగా సర్వసభ్య సమావేశం [504, 2168, 1125, 2227]
article-body-text: మండల కేంద్రంలోని శ్రీ సరస్వతి శిశుమందిర్‌లో శుక్రవారం వసంత పంచమి వేడుకలను ఘనంగా నిర్వహించారు. ఈ సందర్భంగా సరస్వతి మాతకు ప్రత్యేక పూజలు నిర్వహించి, దేవయజ్ఞం చేశారు. అనంతరం చిన్నారులకు సామూహిక అక్షరాభ్యాస కార్యక్రమం ఏర్పాటు చేశారు. ఈ కార్యక్రమంలో హెచ్ఎం రామకృష్ణ, పాఠశాల కమిటీ సభ్యులు నరసింగప్ప, కనకప్ప, కేశవరావు, ఉపాధ్యాయుల బృందం పాల్గొన్నారు. [6, 991, 474, 1080]
dateline: ఖమ్మం (జనంసాక్షి): [1156, 2260, 1252, 2276]
dateline: కురవి, (జనంసాక్షి): [6, 1824, 103, 1840]
election-side-more: నగర ఓటర్లను ఆకట్టుకోవడంలో భాగంగా... ఎన్నికలు జరగాల్సిన వరంగల్, ఖమ్మం కార్పొరేషన్లలో సీఎం కేసీఆర్ పర్యటనలు ఖరారయ్యాయని సమాచారం 15, 16 తేదీల్లో ఖమ్మంలో సీఎం పర్యటిస్తారని చెబుతున్నారు. వరంగల్‌లోనూ పర్యటిస్తారని సమాచారం. 19న ఆయన వరంగల్ జిల్లా మేడారంలో [809, 1437, 1135, 1526]
article-body-text: ప్రముఖ స్వాతంత్ర్య సమరయోధుడు, సీనియర్ కాంగ్రెస్ నాయకుడు, మంచిర్యాల మున్సిపల్ మాజీ ఛైర్మన్ ముత్తినేని అర్జున్‌రావు(87) గురువారం ఆయన స్వగృహంలో తుదిశ్వాస విడిచారు. అర్జున్‌రావు 1955-60 మధ్యకాలంలో మంచిర్యాల మున్సిపల్ ఛైర్మన్‌గా పనిచేశారు. 1963లో నైజాంకు వ్యతిరేకంగా పోరాడి హైరాబాద్‌లోని ముషీరాబాద్ జైలులో మూడు నెలలపాటు శిక్ష అనుభవించారు. 1983లో కాంగ్రెస్ అభ్యర్థిగా లక్సెట్టిపేట నియోజకవర్గం నుంచి పోటీచేశారు. మున్సిపల్ కార్మికులు, హమాలీల హక్కుల కోసం 1972లో వారంరోజుల పాటు నిరాహార దీక్ష చేపట్టారు. అర్జున్‌రావు మృతి పట్ల మంచిర్యాల మున్సిపల్ ఛైర్‌పర్సన్ వసుంధర, ఉపాధ్యక్షుడు శంకర్, కౌన్సిలర్లు, భాజపా నాయకులు గోనె శ్యాంసుందర్‌రావు, కేవీ ప్రతాప్, కాంగ్రెస్, ఇతర పార్టీల నాయకులు సంతాపం వ్యక్తం చేశారు. [1156, 1408, 1478, 1644]
article-headline: బాధ్యతల స్వీకరించిన ఖమ్మం జేసీ [1170, 2196, 1464, 2257]
article-body [6, 1264, 474, 1374]
dateline: శాంతినగర్, (జనంసాక్షి): [1156, 1104, 1279, 1120]
news-article [1157, 1346, 1478, 1646]
field-workers-illustration [833, 123, 1169, 637]
article-body [1157, 1992, 1478, 2194]
article-body-text: రెడ్డి సేవా సమితి 14వ వార్షికోత్సవం ఈ నెల 14న నిర్వహిస్తున్నామని పాలమూరు రెడ్డిసేవా సమితి జిల్లా అధ్యక్షుడు తూము ఇంద్రసేనారెడ్డి తెలిపారు. గురువారం జిల్లా కేంద్రంలో ఆయన విలేకరులతో మాట్లాడారు. తమ సంఘాన్ని కులసంఘంగానే కాకుండా సామాజిక సంస్థగా మలిచి పలు కార్యక్రమాలు చేపట్టినట్లు చెప్పారు. బీకేరెడ్డి కాలనీలో బాలికల వసతిగృహం, బండమీదిపల్లి వద్ద బాలుర వసతిగృహం నిర్మించి అన్ని మౌలిక వసతులతో అన్ని వర్గాల వారికి విద్యాదానం చేస్తున్నామన్నారు. ప్రతిభ ఉన్నా ఆర్థిక పరిస్థితి లేని విద్యార్థులకు ఉపకార వేతనాలు సైతం అందిస్తున్నామని తెలిపారు. విద్యావ్యాప్తికి కృషి చేస్తున్న పాలమూరు రెడ్డి సేవా సమితికి తెలంగాణ ప్రభుత్వం బీఈడీ కళాశాలను సైతం మంజూరు చేసిందని, వచ్చే విద్యా సంవత్సరం నుంచి పాలమూరు రెడ్డి సేవా సమితి ఆధ్వర్యంలో ప్రభుత్వ నిబంధనల ప్రకారం బీఈడీ కళాశాల నిర్వహిస్తామన్నారు. సమావేశంలో పాలమూరు రెడ్డిసేవా సమితి జిల్లా గౌరవాధ్యక్షుడు వేపూరి చిన్నారెడ్డి, ప్రధాన కార్యదర్శి పోతుల రాఘవరెడ్డి, కోశాధికారి రాజేందర్‌రెడ్డి, ప్రచార కార్యదర్శి సురేందర్‌రెడ్డి, రెడ్డిసేవా సమితి మాసపత్రిక సంపాదకులు పటోళ్ల లక్ష్మారెడ్డి, ఉప సంపాదకులు వెంకట్రామ్‌రెడ్డి, బీఈడీ కళాశాల ప్రిన్స్‌పల్ కరుణాకర్‌రెడ్డి తదితరులు పాల్గొన్నారు. [6, 1520, 474, 1756]
logo-emblem-icon [755, 9, 781, 31]
article-headline: బాసరలో వైభవంగా వసంత పంచమి [1181, 792, 1452, 853]
masthead [0, 0, 1484, 41]
article-body-text: ఆర్టీసీ విశ్రాంత ఉద్యోగుల సమావేశం ఈనెల 13న ఉదయం 10:30 గంటలకు స్థానిక కొత్త బస్టాండ్ ఆవరణలో నిర్వహించనున్నట్లు ఆ సంఘం డిపో కార్యదర్శి మొగులయ్య పేర్కొన్నారు. సమావేశానికి సంఘం మెదక్ రీజియన్ ప్రధాన కార్యదర్శి మురళీధర్ హాజరుకానున్నారని తెలిపారు. ఆర్టీసీ విశ్రాంత ఉద్యోగులందరూ తరలిరావాలని కోరారు. [6, 479, 475, 550]
